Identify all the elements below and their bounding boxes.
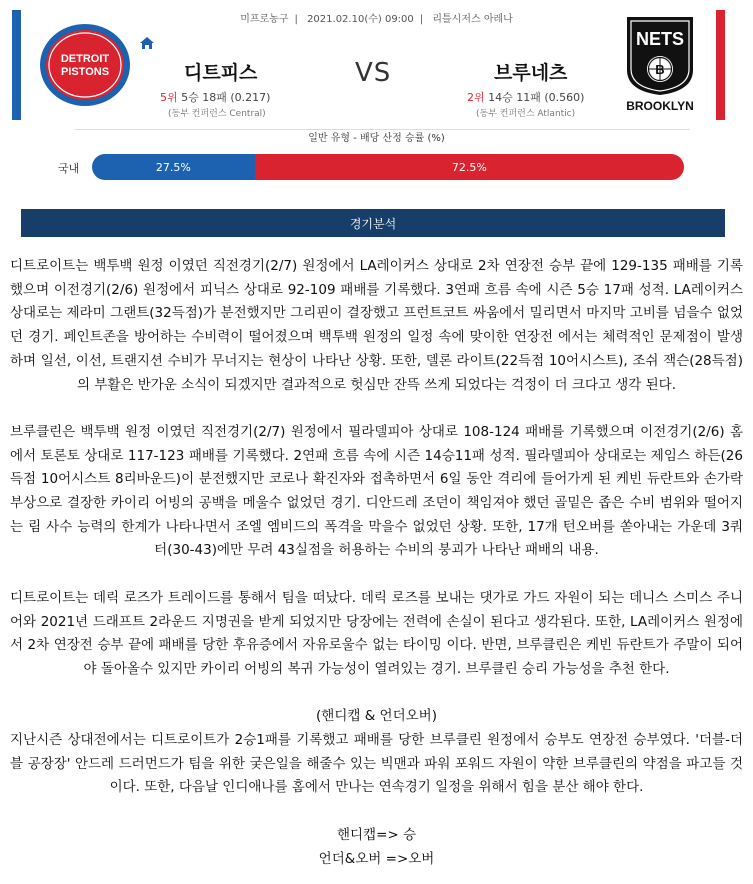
away-team-name: 브루네츠: [494, 62, 568, 84]
away-rank: 2위: [467, 91, 485, 104]
match-datetime: 2021.02.10(수) 09:00: [307, 14, 414, 25]
vs-label: VS: [355, 58, 392, 88]
analysis-paragraph: 브루클린은 백투백 원정 이였던 직전경기(2/7) 원정에서 필라델피아 상대로 108-124 패배를 기록했으며 이전경기(2/6) 홈에서 토론토 상대로 117-123 패배를 기록했다. 2연패 흐름 속에 시즌 14승11패 성적. 필라델피아 상대로는 제임스 하든(26득점 10어시스트 8리바운드)이 분전했지만 코로나 확진자와 접촉하면서 6일 동안 격리에 들어가게 된 케빈 듀란트와 손가락 부상으로 결장한 카이리 어빙의 공백을 메울수 없었던 경기. 디안드레 조던이 책임져야 했던 골밑은 좁은 수비 범위와 떨어지는 림 사수 능력의 한계가 나타나면서 조엘 엠비드의 폭격을 막을수 없었던 상황. 또한, 17개 턴오버를 쏟아내는 가운데 3쿼터(30-43)에만 무려 43실점을 허용하는 수비의 붕괴가 나타난 패배의 내용.: [10, 423, 743, 559]
league-label: 미프로농구: [240, 14, 289, 25]
home-preference-segment: 27.5%: [92, 154, 255, 180]
match-meta: 미프로농구 | 2021.02.10(수) 09:00 | 리틀시저스 아레나: [240, 14, 513, 25]
home-record: [160, 89, 270, 105]
analysis-article: [10, 255, 743, 871]
preference-title: 일반 유형 - 배당 산정 승률 (%): [0, 129, 753, 144]
pistons-logo-bottom: PISTONS: [60, 66, 110, 78]
nets-logo-top: NETS: [635, 29, 685, 49]
analysis-paragraph: 디트로이트는 데릭 로즈가 트레이드를 통해서 팀을 떠났다. 데릭 로즈를 보내는 댓가로 가드 자원이 되는 데니스 스미스 주니어와 2021년 드래프트 2라운드 지명권을 받게 되었지만 당장에는 전력에 손실이 된다고 생각된다. 또한, LA레이커스 원정에서 2차 연장전 승부 끝에 패배를 당한 후유증에서 자유로울수 없는 타이밍 이다. 반면, 브루클린은 케빈 듀란트가 주말이 되어야 돌아올수 있지만 카이리 어빙의 복귀 가능성이 열려있는 경기. 브루클린 승리 가능성을 추천 한다.: [10, 589, 743, 677]
home-color-bar: [12, 10, 21, 120]
analysis-paragraph: 지난시즌 상대전에서는 디트로이트가 2승1패를 기록했고 패배를 당한 브루클린 원정에서 승부도 연장전 승부였다. '더블-더블 공장장' 안드레 드러먼드가 팀을 위한 궂은일을 해줄수 있는 빅맨과 파워 포워드 자원이 약한 브루클린의 약점을 파고들 것이다. 또한, 다음날 인디애나를 홈에서 만나는 연속경기 일정을 위해서 힘을 분산 해야 한다.: [10, 732, 743, 796]
pick-overunder: 언더&오버 =>오버: [318, 850, 435, 867]
venue-label: 리틀시저스 아레나: [432, 14, 513, 25]
home-conference: (동부 컨퍼런스 Central): [168, 109, 266, 119]
away-color-bar: [716, 10, 725, 120]
preference-bar: [92, 154, 684, 180]
region-label: 국내: [58, 162, 80, 175]
pistons-logo: [38, 22, 132, 108]
handicap-title: (핸디캡 & 언더오버): [316, 708, 437, 725]
nets-logo-bottom: BROOKLYN: [626, 99, 694, 113]
home-record-text: 5승 18패 (0.217): [181, 91, 271, 104]
analysis-paragraph: 디트로이트는 백투백 원정 이였던 직전경기(2/7) 원정에서 LA레이커스 상대로 2차 연장전 승부 끝에 129-135 패배를 기록했으며 이전경기(2/6) 원정에서 피닉스 상대로 92-109 패배를 기록했다. 3연패 흐름 속에 시즌 5승 17패 성적. LA레이커스 상대로는 제라미 그랜트(32득점)가 분전했지만 그리핀이 결장했고 프런트코트 싸움에서 밀리면서 마지막 고비를 넘을수 없었던 경기. 페인트존을 방어하는 수비력이 떨어졌으며 백투백 원정의 일정 속에 맞이한 연장전 에서는 체력적인 문제점이 발생하며 일선, 이선, 트랜지션 수비가 무너지는 현상이 나타난 상황. 또한, 델론 라이트(22득점 10어시스트), 조쉬 잭슨(28득점)의 부활은 반가운 소식이 되겠지만 결과적으로 헛심만 잔뜩 쓰게 되었다는 걱정이 더 크다고 생각 된다.: [10, 258, 743, 393]
away-conference: (동부 컨퍼런스 Atlantic): [476, 109, 576, 119]
pistons-logo-top: DETROIT: [60, 53, 110, 65]
away-record-text: 14승 11패 (0.560): [488, 91, 585, 104]
away-record: [467, 89, 584, 105]
home-team-name: 디트피스: [184, 62, 258, 84]
section-header: 경기분석: [21, 209, 725, 237]
away-preference-segment: 72.5%: [255, 154, 684, 180]
home-rank: 5위: [160, 91, 178, 104]
nets-logo: [620, 14, 700, 114]
home-icon: [139, 36, 155, 50]
svg-text:B: B: [655, 62, 665, 77]
pick-handicap: 핸디캡=> 승: [336, 826, 417, 843]
